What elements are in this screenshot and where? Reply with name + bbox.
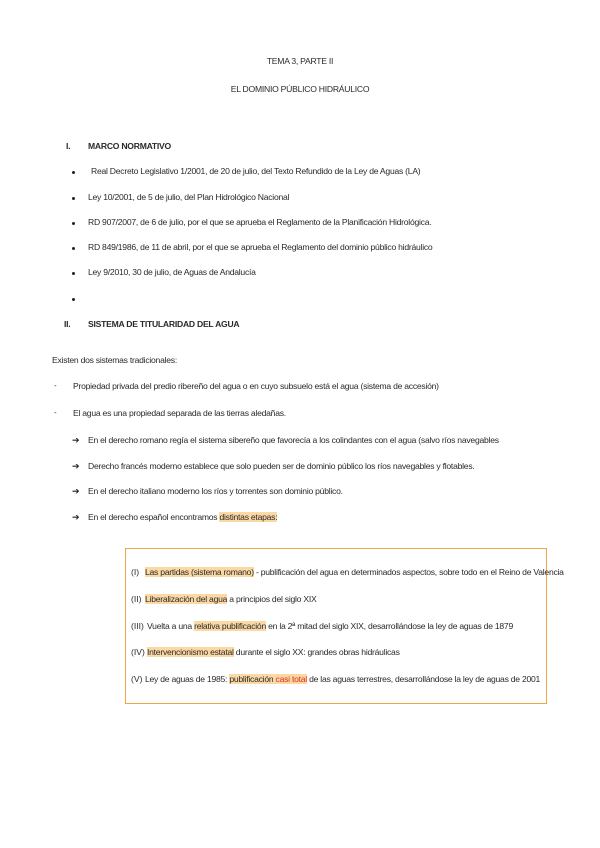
bullet-icon xyxy=(72,222,75,225)
stage-item xyxy=(147,621,513,632)
dash-item: Propiedad privada del predio ribereño del agua o en cuyo subsuelo está el agua (sistema de accesión) xyxy=(73,381,439,391)
arrow-item-text: En el derecho español encontramos xyxy=(88,512,220,522)
doc-subtitle: EL DOMINIO PÚBLICO HIDRÁULICO xyxy=(230,84,370,94)
stage-number: (II) xyxy=(131,594,142,604)
arrow-item: En el derecho romano regía el sistema sibereño que favorecía a los colindantes con el agua (salvo ríos navegables xyxy=(88,435,499,445)
red-highlight-text: casi total xyxy=(273,674,307,684)
stage-number: (IV) xyxy=(131,647,145,657)
stage-item xyxy=(145,674,540,685)
stage-number: (I) xyxy=(131,567,140,577)
highlight-text: Liberalización del agua xyxy=(145,594,228,604)
doc-title: TEMA 3, PARTE II xyxy=(266,56,334,66)
bullet-icon xyxy=(72,171,75,174)
stage-number: (III) xyxy=(131,621,144,631)
stage-number: (V) xyxy=(131,674,143,684)
stage-text: de las aguas terrestres, desarrollándose la ley de aguas de 2001 xyxy=(306,674,541,684)
highlight-text: publificación xyxy=(229,674,274,684)
bullet-icon xyxy=(72,197,75,200)
highlight-text: relativa publificación xyxy=(194,621,266,631)
arrow-item: Derecho francés moderno establece que solo pueden ser de dominio público los ríos navegables y flotables. xyxy=(88,461,475,471)
section1-number: I. xyxy=(66,141,71,151)
section2-intro: Existen dos sistemas tradicionales: xyxy=(52,355,177,365)
list-item: Ley 10/2001, de 5 de julio, del Plan Hidrológico Nacional xyxy=(88,192,290,202)
arrow-icon: ➔ xyxy=(72,461,80,471)
arrow-icon: ➔ xyxy=(72,435,80,445)
highlight-text: distintas etapas: xyxy=(219,512,278,522)
bullet-icon xyxy=(72,247,75,250)
stage-text: en la 2ª mitad del siglo XIX, desarrollándose la ley de aguas de 1879 xyxy=(265,621,513,631)
arrow-item: En el derecho italiano moderno los ríos y torrentes son dominio público. xyxy=(88,486,343,496)
list-item: Ley 9/2010, 30 de julio, de Aguas de Andalucía xyxy=(88,267,256,277)
stage-item xyxy=(145,567,564,578)
list-item: Real Decreto Legislativo 1/2001, de 20 de julio, del Texto Refundido de la Ley de Aguas (LA) xyxy=(91,166,421,176)
list-item: RD 907/2007, de 6 de julio, por el que se aprueba el Reglamento de la Planificación Hidrológica. xyxy=(88,217,432,227)
dash-icon: - xyxy=(54,408,57,417)
section2-number: II. xyxy=(64,319,71,329)
stage-text: a principios del siglo XIX xyxy=(227,594,317,604)
arrow-icon: ➔ xyxy=(72,512,80,522)
stage-text: Vuelta a una xyxy=(147,621,195,631)
list-item: RD 849/1986, de 11 de abril, por el que se aprueba el Reglamento del dominio público hidráulico xyxy=(88,242,433,252)
stage-text: Ley de aguas de 1985: xyxy=(145,674,230,684)
bullet-icon xyxy=(72,272,75,275)
stage-text: - publificación del agua en determinados aspectos, sobre todo en el Reino de Valencia xyxy=(253,567,564,577)
stage-text: durante el siglo XX: grandes obras hidráulicas xyxy=(233,647,400,657)
arrow-item xyxy=(88,512,277,523)
bullet-icon xyxy=(72,298,75,301)
stage-item xyxy=(147,647,400,658)
highlight-text: Intervencionismo estatal xyxy=(147,647,234,657)
section2-title: SISTEMA DE TITULARIDAD DEL AGUA xyxy=(88,319,240,329)
stage-item xyxy=(145,594,316,605)
dash-item: El agua es una propiedad separada de las tierras aledañas. xyxy=(73,408,286,418)
section1-title: MARCO NORMATIVO xyxy=(88,141,171,151)
highlight-text: Las partidas (sistema romano) xyxy=(145,567,254,577)
arrow-icon: ➔ xyxy=(72,486,80,496)
dash-icon: - xyxy=(54,381,57,390)
